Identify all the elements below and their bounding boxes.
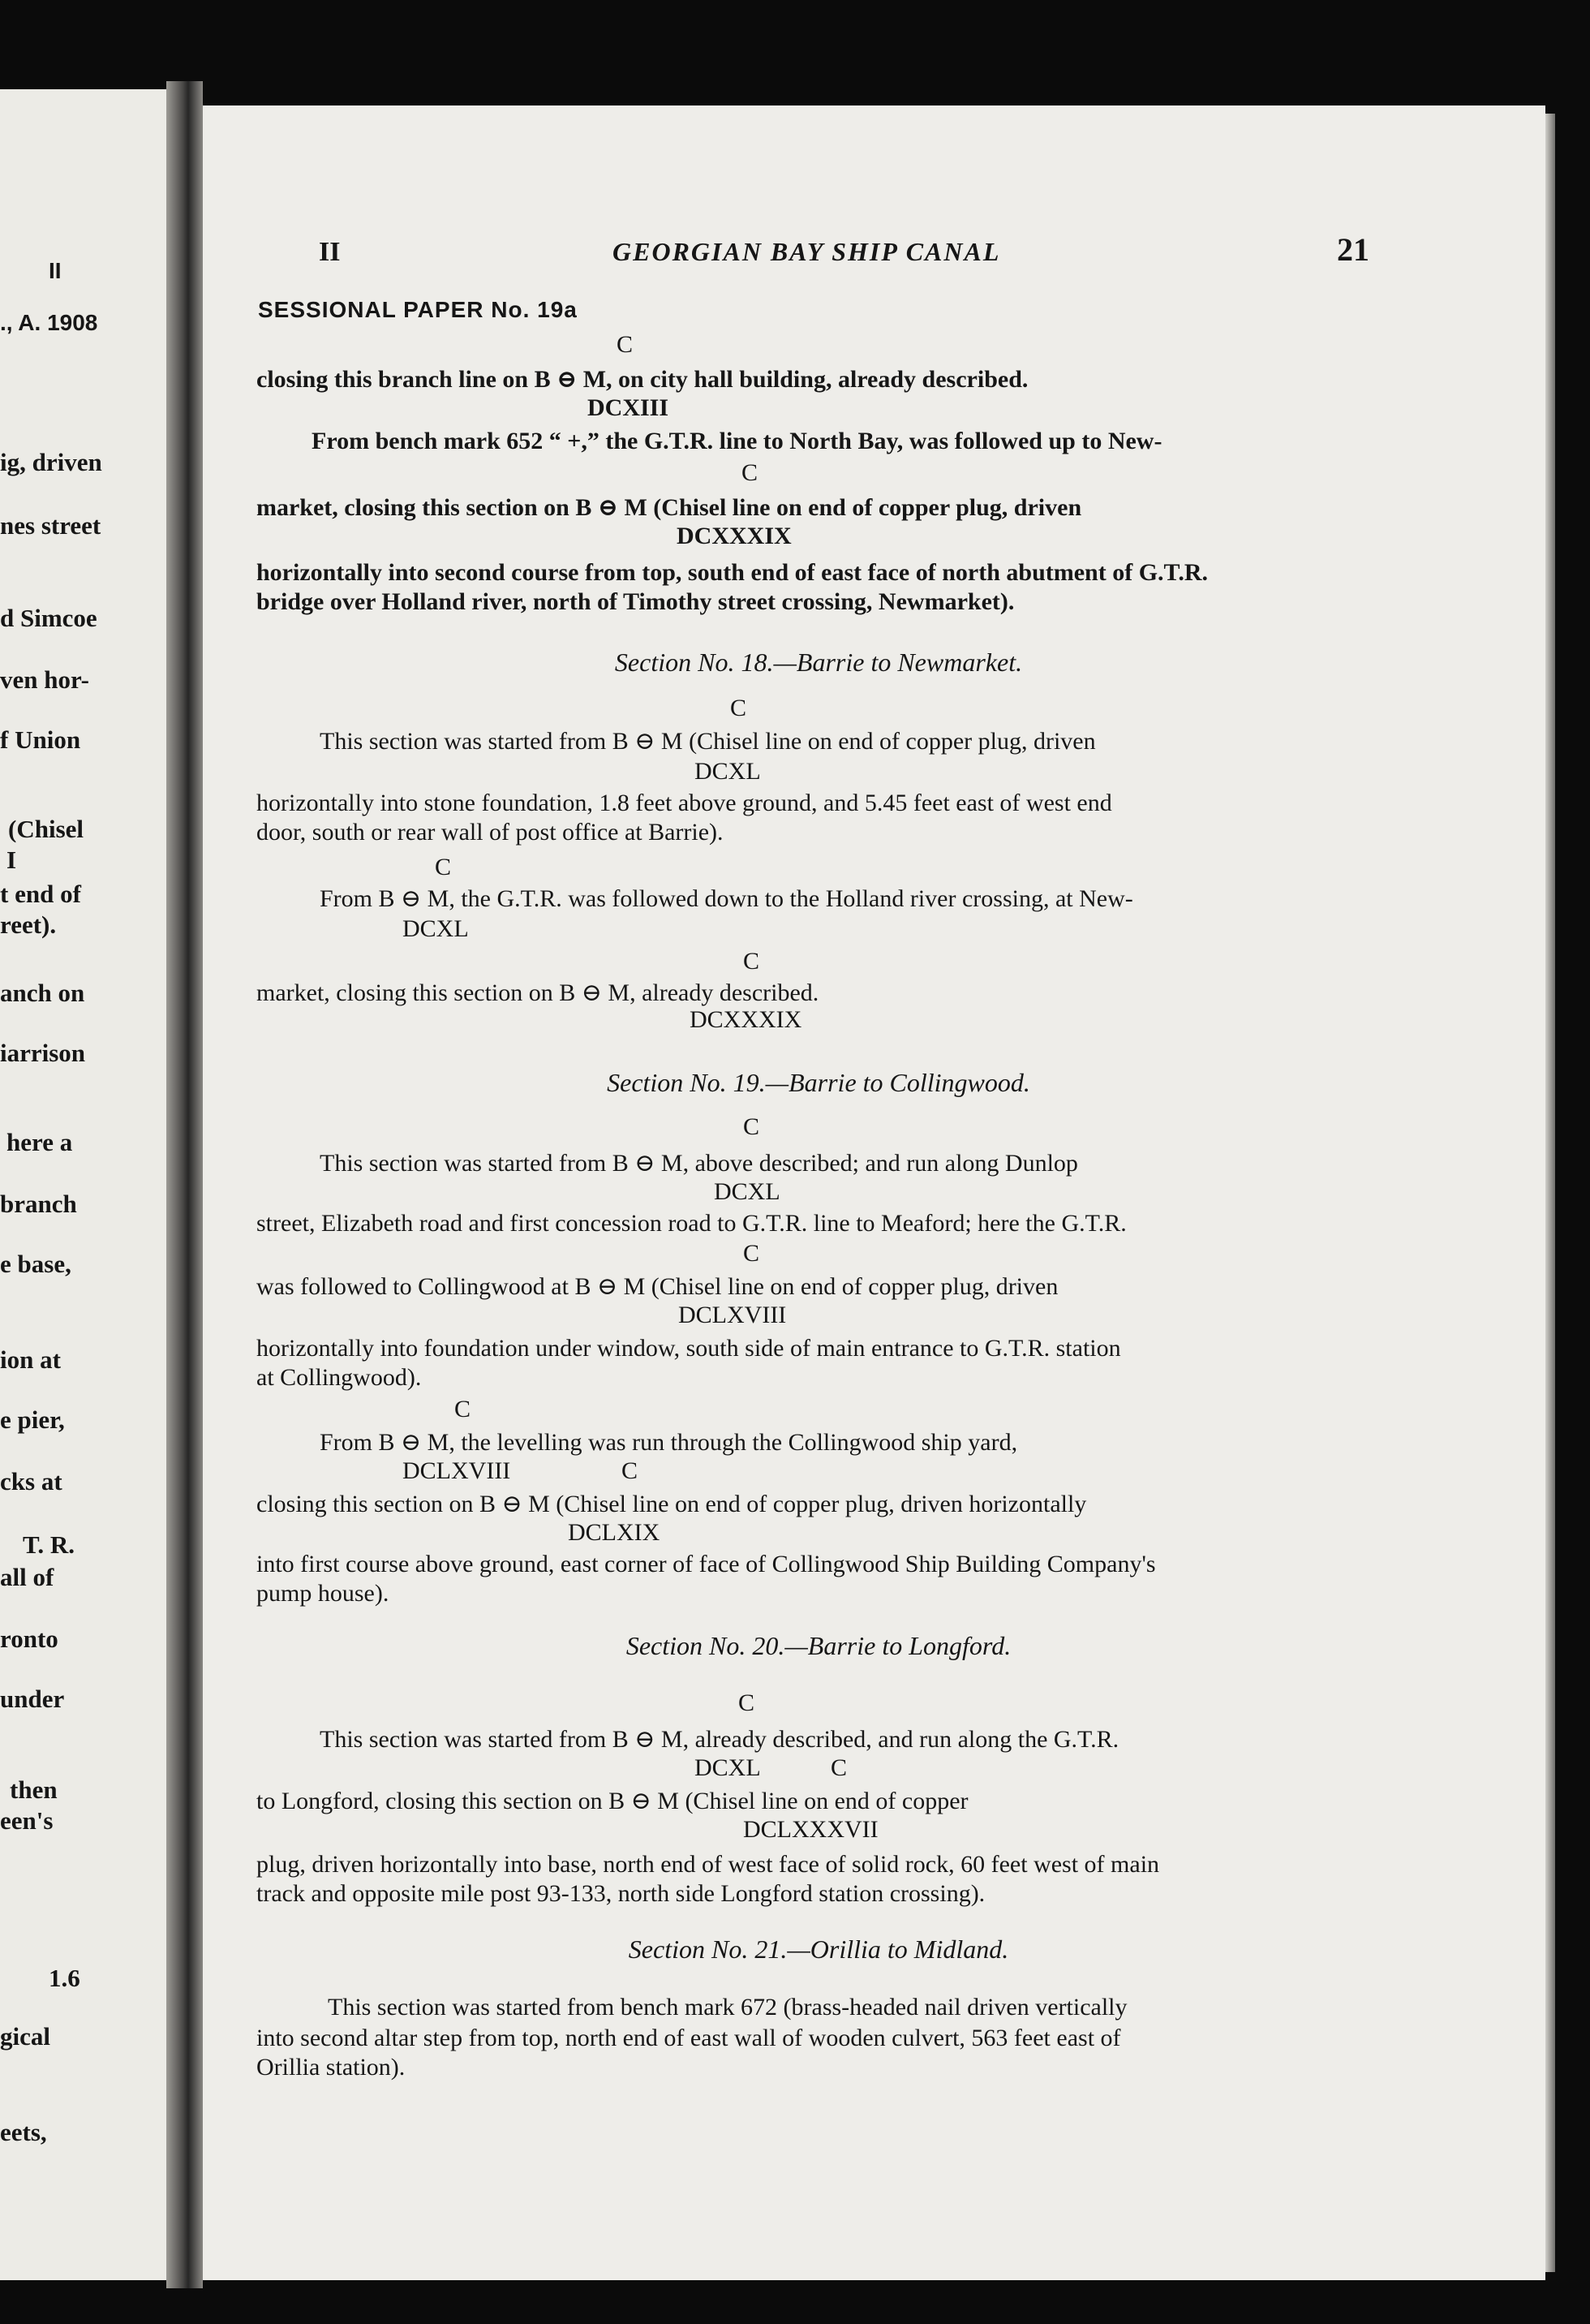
body-line: horizontally into stone foundation, 1.8 feet above ground, and 5.45 feet east of west end	[256, 790, 1112, 816]
facing-page-line: ., A. 1908	[0, 310, 98, 335]
running-title: GEORGIAN BAY SHIP CANAL	[612, 237, 1001, 266]
facing-page-line: then	[10, 1775, 58, 1804]
body-line: was followed to Collingwood at B ⊖ M (Chisel line on end of copper plug, driven	[256, 1273, 1059, 1300]
superscript-mark: C	[742, 1113, 759, 1140]
section-heading: Section No. 18.—Barrie to Newmarket.	[614, 648, 1023, 677]
facing-page-line: een's	[0, 1806, 54, 1835]
body-line: Orillia station).	[256, 2054, 406, 2081]
superscript-mark: C	[830, 1754, 847, 1781]
page-edge	[1545, 114, 1555, 2272]
facing-page-line: ig, driven	[0, 448, 102, 476]
subscript-mark: DCXL	[694, 758, 761, 785]
facing-page-line: ion at	[0, 1345, 61, 1374]
body-line: pump house).	[256, 1580, 389, 1607]
facing-page-line: cks at	[0, 1467, 62, 1496]
facing-page-line: (Chisel	[8, 815, 84, 843]
body-line: This section was started from B ⊖ M, above described; and run along Dunlop	[320, 1150, 1078, 1177]
body-line: track and opposite mile post 93-133, north side Longford station crossing).	[256, 1880, 986, 1907]
body-line: horizontally into second course from top, south end of east face of north abutment of G.T.R.	[256, 559, 1209, 586]
subscript-mark: DCLXXXVII	[743, 1816, 879, 1843]
facing-page-line: II	[49, 258, 62, 283]
facing-page-line: nes street	[0, 511, 101, 540]
superscript-mark: C	[621, 1457, 638, 1484]
subscript-mark: DCXXXIX	[677, 523, 792, 549]
facing-page-line: I	[6, 846, 17, 874]
subscript-mark: DCXL	[714, 1178, 780, 1205]
superscript-mark: C	[741, 459, 758, 486]
body-line: This section was started from B ⊖ M, already described, and run along the G.T.R.	[320, 1726, 1119, 1753]
body-line: horizontally into foundation under window, south side of main entrance to G.T.R. station	[256, 1335, 1121, 1362]
page-number: 21	[1337, 231, 1369, 268]
body-line: into second altar step from top, north end of east wall of wooden culvert, 563 feet east of	[256, 2025, 1121, 2051]
book-spine	[166, 81, 203, 2288]
facing-page-line: 1.6	[49, 1964, 80, 1992]
superscript-mark: C	[729, 695, 746, 721]
subscript-mark: DCLXIX	[568, 1519, 660, 1546]
facing-page-line: t end of	[0, 880, 81, 908]
section-heading: Section No. 21.—Orillia to Midland.	[628, 1935, 1009, 1964]
facing-page-line: eets,	[0, 2118, 47, 2146]
page-header-volume: II	[319, 237, 341, 267]
body-line: at Collingwood).	[256, 1364, 422, 1391]
subscript-mark: DCLXVIII	[678, 1302, 787, 1328]
superscript-mark: C	[434, 854, 451, 880]
superscript-mark: C	[616, 331, 633, 358]
facing-page-line: e base,	[0, 1250, 71, 1278]
facing-page-line: f Union	[0, 725, 81, 754]
body-line: From bench mark 652 “ +,” the G.T.R. line to North Bay, was followed up to New-	[312, 428, 1162, 454]
subscript-mark: DCXL	[694, 1754, 761, 1781]
subscript-mark: DCXL	[402, 915, 469, 942]
facing-page-line: ven hor-	[0, 665, 89, 694]
body-line: plug, driven horizontally into base, north end of west face of solid rock, 60 feet west of main	[256, 1851, 1160, 1878]
body-line: This section was started from B ⊖ M (Chisel line on end of copper plug, driven	[320, 728, 1096, 755]
section-heading: Section No. 19.—Barrie to Collingwood.	[607, 1068, 1030, 1097]
body-line: to Longford, closing this section on B ⊖ M (Chisel line on end of copper	[256, 1788, 969, 1814]
body-line: market, closing this section on B ⊖ M (Chisel line on end of copper plug, driven	[256, 494, 1082, 521]
body-line: into first course above ground, east corner of face of Collingwood Ship Building Company's	[256, 1551, 1156, 1577]
facing-page-line: iarrison	[0, 1039, 86, 1067]
superscript-mark: C	[453, 1396, 471, 1422]
facing-page	[0, 89, 166, 2280]
facing-page-line: d Simcoe	[0, 604, 97, 632]
subscript-mark: DCXIII	[587, 394, 669, 421]
body-line: From B ⊖ M, the levelling was run through the Collingwood ship yard,	[320, 1429, 1018, 1456]
facing-page-line: here a	[6, 1128, 73, 1156]
facing-page-line: reet).	[0, 910, 57, 939]
body-line: market, closing this section on B ⊖ M, already described.	[256, 979, 819, 1006]
body-line: From B ⊖ M, the G.T.R. was followed down to the Holland river crossing, at New-	[320, 885, 1133, 912]
facing-page-line: e pier,	[0, 1405, 65, 1434]
body-line: door, south or rear wall of post office at Barrie).	[256, 819, 724, 846]
superscript-mark: C	[737, 1689, 754, 1716]
body-line: bridge over Holland river, north of Timothy street crossing, Newmarket).	[256, 588, 1015, 615]
facing-page-line: gical	[0, 2022, 50, 2051]
facing-page-line: branch	[0, 1190, 77, 1218]
facing-page-line: under	[0, 1685, 65, 1713]
section-heading: Section No. 20.—Barrie to Longford.	[625, 1631, 1012, 1660]
facing-page-line: anch on	[0, 979, 85, 1007]
superscript-mark: C	[742, 1240, 759, 1267]
superscript-mark: C	[742, 948, 759, 975]
body-line: closing this section on B ⊖ M (Chisel line on end of copper plug, driven horizontally	[256, 1491, 1087, 1517]
facing-page-line: T. R.	[23, 1530, 75, 1559]
body-line: street, Elizabeth road and first concession road to G.T.R. line to Meaford; here the G.T.R.	[256, 1210, 1127, 1237]
sessional-paper-label: SESSIONAL PAPER No. 19a	[258, 297, 578, 322]
subscript-mark: DCXXXIX	[690, 1006, 802, 1033]
facing-page-line: all of	[0, 1563, 54, 1591]
body-line: This section was started from bench mark 672 (brass-headed nail driven vertically	[328, 1994, 1128, 2021]
body-line: closing this branch line on B ⊖ M, on city hall building, already described.	[256, 366, 1029, 393]
subscript-mark: DCLXVIII	[402, 1457, 511, 1484]
facing-page-line: ronto	[0, 1625, 58, 1653]
